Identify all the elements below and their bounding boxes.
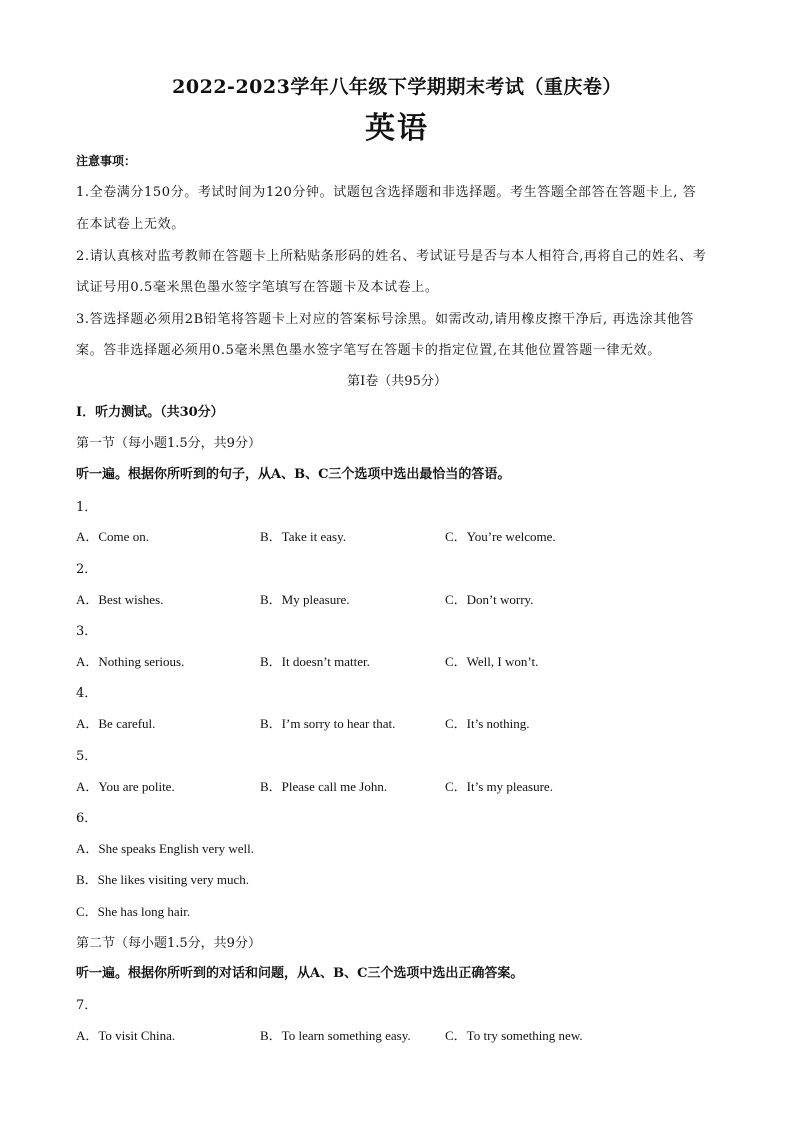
- subject-title: 英语: [365, 111, 429, 146]
- question-number: 1．: [76, 500, 98, 515]
- option-c: C．To try something new.: [445, 1028, 583, 1043]
- option-c: C．It’s my pleasure.: [445, 779, 553, 794]
- volume-title: 第Ⅰ卷（共95分）: [347, 374, 447, 389]
- option-a: A．Be careful.: [76, 716, 156, 731]
- section-title: Ⅰ．听力测试。（共30分）: [76, 405, 224, 420]
- question-number: 4．: [76, 686, 98, 701]
- notice-item-1-line-2: 在本试卷上无效。: [76, 217, 185, 232]
- question-number: 7．: [76, 998, 98, 1013]
- option-b: B．I’m sorry to hear that.: [260, 716, 396, 731]
- question-number: 5．: [76, 749, 98, 764]
- notice-heading: 注意事项：: [76, 154, 137, 168]
- subsection-1-instructions: 听一遍。根据你所听到的句子，从A、B、C三个选项中选出最恰当的答语。: [76, 467, 511, 482]
- subsection-2-title: 第二节（每小题1.5分，共9分）: [76, 936, 261, 951]
- option-b: B．Take it easy.: [260, 529, 346, 544]
- option-a: A．You are polite.: [76, 779, 175, 794]
- notice-item-3-line-2: 案。答非选择题必须用0.5毫米黑色墨水签字笔写在答题卡的指定位置,在其他位置答题一律无效。: [76, 343, 661, 358]
- subsection-2-instructions: 听一遍。根据你所听到的对话和问题，从A、B、C三个选项中选出正确答案。: [76, 966, 524, 981]
- option-a: A．She speaks English very well.: [76, 841, 255, 856]
- option-a: A．To visit China.: [76, 1028, 176, 1043]
- notice-item-2-line-1: 2.请认真核对监考教师在答题卡上所粘贴条形码的姓名、考试证号是否与本人相符合,再将自己的姓名、考: [76, 249, 707, 264]
- option-b: B．It doesn’t matter.: [260, 654, 370, 669]
- notice-item-1-line-1: 1.全卷满分150分。考试时间为120分钟。试题包含选择题和非选择题。考生答题全部答在答题卡上, 答: [76, 185, 697, 200]
- option-b: B．My pleasure.: [260, 592, 350, 607]
- option-b: B．Please call me John.: [260, 779, 388, 794]
- question-number: 3．: [76, 624, 98, 639]
- option-a: A．Best wishes.: [76, 592, 164, 607]
- exam-title: 2022-2023学年八年级下学期期末考试（重庆卷）: [172, 76, 622, 98]
- question-number: 2．: [76, 562, 98, 577]
- option-b: B．She likes visiting very much.: [76, 872, 249, 887]
- option-c: C．Well, I won’t.: [445, 654, 539, 669]
- option-a: A．Nothing serious.: [76, 654, 185, 669]
- option-c: C．You’re welcome.: [445, 529, 556, 544]
- notice-item-3-line-1: 3.答选择题必须用2B铅笔将答题卡上对应的答案标号涂黑。如需改动,请用橡皮擦干净后, 再选涂其他答: [76, 312, 695, 327]
- option-b: B．To learn something easy.: [260, 1028, 411, 1043]
- question-number: 6．: [76, 811, 98, 826]
- option-c: C．She has long hair.: [76, 904, 191, 919]
- option-c: C．Don’t worry.: [445, 592, 534, 607]
- option-a: A．Come on.: [76, 529, 149, 544]
- option-c: C．It’s nothing.: [445, 716, 530, 731]
- subsection-1-title: 第一节（每小题1.5分，共9分）: [76, 436, 261, 451]
- notice-item-2-line-2: 试证号用0.5毫米黑色墨水签字笔填写在答题卡及本试卷上。: [76, 280, 439, 295]
